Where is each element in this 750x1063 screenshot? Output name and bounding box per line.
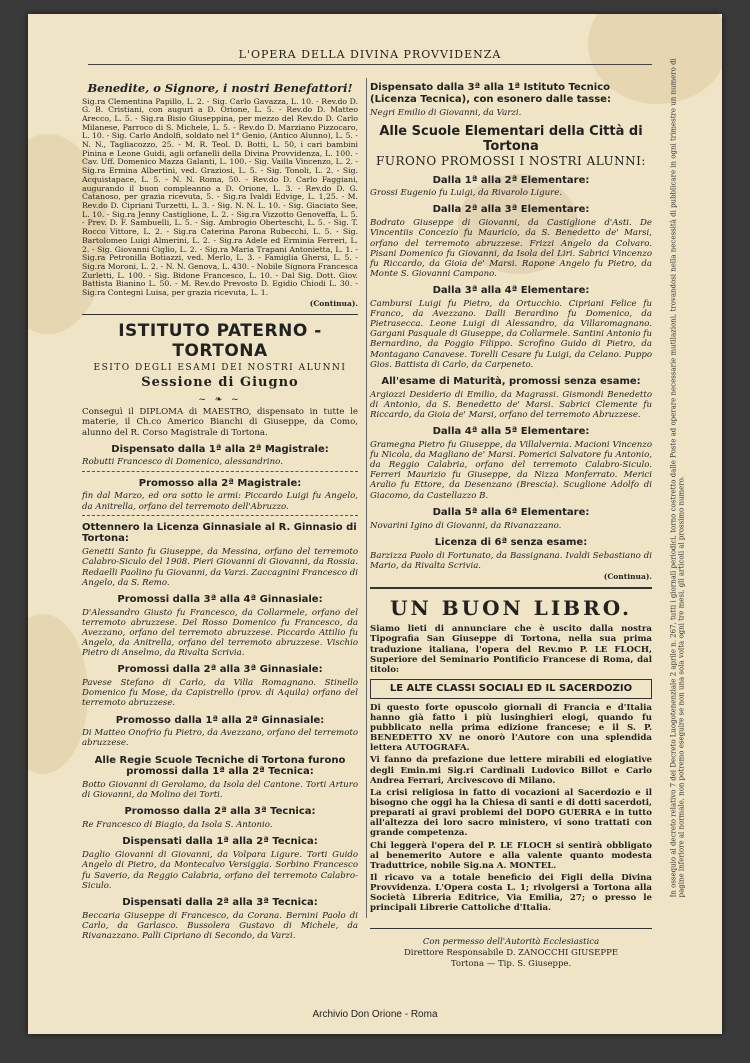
section-text: Robutti Francesco di Domenico, alessandrino.: [82, 457, 283, 468]
section-text: Bodrato Giuseppe di Giovanni, da Castiglione d'Asti. De Vincentiis Concezio fu Mauricio, da S. Benedetto de' Marsi, orfano del terremoto abruzzese. Frizzi Angelo da Colvaro. Pisani Domenico fu Giovanni, da Isola del Liri. Sabrici Vincenzo fu Riccardo, da Gioia de' Marsi. Rapone Angelo fu Pietro, da Monte S. Giovanni Campano.: [370, 218, 652, 279]
left-column: [82, 80, 358, 943]
book-text: Vi fanno da prefazione due lettere mirabili ed elogiative degli Emin.mi Sig.ri Cardinali Ludovico Billot e Carlo Andrea Ferrari, Arcivescovo di Milano.: [370, 755, 652, 786]
vertical-note-text: In ossequio al decreto relativo 7 del Decreto Luogotenenziale 2 aprile n. 267, tutti i giornali periodici, torno costretto dalle Poste ad operare necessarie mutilazioni, trovandosi nella necessità di pubblicare in ogni trimestre un numero di pagine inferiore al normale, non potremo eseguire se non una sola volta ogni tre mesi, gli articoli al prossimo numero.: [669, 58, 686, 898]
section-text: Botto Giovanni di Gerolamo, da Isola del Cantone. Torti Arturo di Giovanni, da Molino dei Torti.: [82, 780, 358, 801]
section-title: Promosso dalla 2ª alla 3ª Tecnica:: [124, 806, 316, 818]
book-name: LE ALTE CLASSI SOCIALI ED IL SACERDOZIO: [370, 679, 652, 699]
imprint: [370, 937, 652, 970]
section-text: Di Matteo Onofrio fu Pietro, da Avezzano, orfano del terremoto abruzzese.: [82, 728, 358, 749]
section-text: Pavese Stefano di Carlo, da Villa Romagnano. Stinello Domenico fu Mose, da Capistrello (prov. di Aquila) orfano del terremoto abruzzese.: [82, 678, 358, 709]
book-text: Di questo forte opuscolo giornali di Francia e d'Italia hanno già fatto i più lusinghieri elogi, quando fu pubblicato nella prima edizione francese; e il S. P. BENEDETTO XV ne onorò l'Autore con una splendida lettera AUTOGRAFA.: [370, 702, 652, 754]
dashed-rule: [82, 515, 358, 516]
institute-title: ISTITUTO PATERNO - TORTONA: [118, 320, 322, 361]
section-title: Dispensato dalla 1ª alla 2ª Magistrale:: [111, 443, 329, 455]
section-text: Re Francesco di Biagio, da Isola S. Antonio.: [82, 820, 273, 831]
section-title: Alle Regie Scuole Tecniche di Tortona furono promossi dalla 1ª alla 2ª Tecnica:: [94, 754, 346, 778]
section-title: Dispensati dalla 1ª alla 2ª Tecnica:: [122, 836, 318, 848]
imprint-permission: Con permesso dell'Autorità Ecclesiastica: [422, 936, 600, 947]
section-title: Dalla 2ª alla 3ª Elementare:: [432, 204, 590, 216]
newspaper-page: [28, 14, 722, 1034]
section-title: Dalla 3ª alla 4ª Elementare:: [432, 285, 590, 297]
session-title: Sessione di Giugno: [141, 375, 299, 391]
section-title: Ottennero la Licenza Ginnasiale al R. Ginnasio di Tortona:: [82, 521, 357, 545]
section-title: Dispensati dalla 2ª alla 3ª Tecnica:: [122, 896, 318, 908]
page-header: L'OPERA DELLA DIVINA PROVVIDENZA: [88, 48, 652, 65]
section-text: fin dal Marzo, ed ora sotto le armi: Piccardo Luigi fu Angelo, da Anitrella, orfano del terremoto dell'Abruzzo.: [82, 491, 358, 512]
liceo-title: Dispensato dalla 3ª alla 1ª Istituto Tecnico (Licenza Tecnica), con esonero dalle tasse:: [370, 82, 611, 105]
column-divider: [366, 78, 367, 918]
rule: [370, 928, 652, 929]
section-text: Barzizza Paolo di Fortunato, da Bassignana. Ivaldi Sebastiano di Mario, da Rivalta Scrivia.: [370, 550, 652, 571]
section-title: Promossi dalla 2ª alla 3ª Ginnasiale:: [117, 664, 323, 676]
section-title: Promosso alla 2ª Magistrale:: [138, 477, 302, 489]
right-column: [370, 80, 652, 970]
section-title: Dalla 4ª alla 5ª Elementare:: [432, 426, 590, 438]
book-title: UN BUON LIBRO.: [390, 595, 632, 620]
schools-subtitle: FURONO PROMOSSI I NOSTRI ALUNNI:: [376, 154, 646, 169]
book-text: Chi leggerà l'opera del P. LE FLOCH si sentirà obbligato al benemerito Autore e alla valente quanto modesta Traduttrice, nobile Sig.na A. MONTEL.: [370, 840, 652, 871]
section-title: Dalla 1ª alla 2ª Elementare:: [432, 174, 590, 186]
schools-title: Alle Scuole Elementari della Città di Tortona: [379, 123, 643, 155]
book-text: Il ricavo va a totale beneficio dei Figli della Divina Provvidenza. L'Opera costa L. 1; rivolgersi a Tortona alla Società Libreria Editrice, Via Emilia, 27; o presso le principali Librerie Cattoliche d'Italia.: [370, 872, 652, 914]
section-title: All'esame di Maturità, promossi senza esame:: [381, 375, 641, 387]
benefactors-list: Sig.ra Clementina Papillo, L. 2. - Sig. Carlo Gavazza, L. 10. - Rev.do D. G. B. Cristiani, con auguri a D. Orione, L. 5. - Rev.do D. Matteo Arecco, L. 5. - Sig.ra Bisio Giuseppina, per mezzo del Rev.do D. Carlo Milanese, Parroco di S. Michele, L. 5. - Rev.do D. Marziano Pizzocaro, L. 10. - Sig. Carlo Andolfi, soldato nel 1° Genio, (Antico Alunno), L. 5. - N. N., Tagliacozzo, 25. - M. R. Teol. D. Botti, L. 50, i cari bambini Pinina e Leone Guidi, agli orfanelli della Divina Provvidenza, L. 100. - Cav. Uff. Domenico Mazza Galanti, L. 100. - Sig. Vailla Vincenzo, L. 2. - Sig.ra Ermina Albertini, ved. Graziosi, L. 5. - Sig. Tonoli, L. 2. - Sig. Acquistapace, L. 5. - N. N. Roma, 50. - Rev.do D. Carlo Faggiani, augurando il buon compleanno a D. Orione, L. 3. - Rev.do D. G. Catanoso, per grazia ricevuta, 5. - Sig.ra Ivaldi Edvige, L. 1,25. - M. Rev.do D. Cipriani Turzetti, L. 3. - Sig. N. N. L. 10. - Sig. Giaciato See, L. 10. - Sig.ra Jenny Castiglione, L. 2. - Sig.ra Vizzotto Genoveffa, L. 5. - Prev. D. F. Sambuelli, L. 5. - Sig. Ambrogio Oberteschi, L. 5. - Sig. T. Rocco Vittore, L. 2. - Sig.ra Caterina Parona Rubecchi, L. 5. - Sig. Bartolomeo Luigi Almerini, L. 2. - Sig.ra Adele ed Erminia Ferreri, L. 2. - Sig. Giovanni Ciglio, L. 2. - Sig.ra Maria Trapani Antonietta, L. 1. - Sig.ra Petronilla Botiazzi, ved. Merlo, L. 3. - Famiglia Ghersi, L. 5. - Sig.ra Moroni, L. 2. - N. N. Genova, L. 430. - Nobile Signora Francesca Zurletti, L. 100. - Sig. Bidone Francesco, L. 10. - Dal Sig. Dott. Giov. Battista Bianino L. 50. - M. Rev.do Prevosto D. Egidio Chiodi L. 30. - Sig.ra Contegni Luisa, per grazia ricevuta, L. 1.: [82, 96, 359, 298]
continua-note: (Continua).: [603, 571, 652, 581]
section-text: Argiozzi Desiderio di Emilio, da Magrassi. Gismondi Benedetto di Antonio, da S. Benedetto de' Marsi. Sabrici Clemente fu Riccardo, da Gioia de' Marsi, orfano del terremoto Abruzzese.: [370, 389, 652, 420]
section-title: Licenza di 6ª senza esame:: [434, 536, 588, 548]
diploma-text: Conseguì il DIPLOMA di MAESTRO, dispensato in tutte le materie, il Ch.co Americo Bianchi di Giuseppe, da Como, alunno del R. Corso Magistrale di Tortona.: [82, 407, 358, 438]
section-text: D'Alessandro Giusto fu Francesco, da Collarmele, orfano del terremoto abruzzese. Del Rosso Domenico fu Francesco, da Avezzano, orfano del terremoto abruzzese. Piccardo Attilio fu Angelo, da Anitrella, orfano del terremoto abruzzese. Vischio Pietro di Anselmo, da Rivalta Scrivia.: [82, 607, 358, 659]
imprint-director: Direttore Responsabile D. ZANOCCHI GIUSEPPE: [403, 947, 619, 958]
section-text: Novarini Igino di Giovanni, da Rivanazzano.: [370, 520, 562, 531]
section-text: Grossi Eugenio fu Luigi, da Rivarolo Ligure.: [370, 188, 563, 199]
archive-caption: Archivio Don Orione - Roma: [312, 1009, 438, 1020]
section-title: Dalla 5ª alla 6ª Elementare:: [432, 506, 590, 518]
section-text: Cambursi Luigi fu Pietro, da Ortucchio. Cipriani Felice fu Franco, da Avezzano. Dalli Berardino fu Domenico, da Pietrasecca. Leone Luigi di Alessandro, da Villaromagnano. Gargani Pasquale di Giuseppe, da Collarmele. Santini Antonio fu Bernardino, da Poggio Filippo. Scrofino Guido di Pietro, da Montagano Canavese. Torelli Cesare fu Luigi, da Celano. Puppo Gios. Battista di Carlo, da Carpeneto.: [370, 298, 652, 370]
book-intro: Siamo lieti di annunciare che è uscito dalla nostra Tipografia San Giuseppe di Tortona, nella sua prima traduzione italiana, l'opera del Rev.mo P. LE FLOCH, Superiore del Seminario Pontificio Francese di Roma, dal titolo:: [370, 624, 652, 675]
section-text: Daglio Giovanni di Giovanni, da Volpara Ligure. Torti Guido Angelo di Pietro, da Montecalvo Versiggia. Sorbino Francesco fu Saverio, da Reggio Calabria, orfano del terremoto Calabro-Siculo.: [82, 850, 358, 891]
benefactors-title: Benedite, o Signore, i nostri Benefattori!: [87, 81, 353, 95]
rule: [82, 314, 358, 315]
ornament: ~ ❧ ~: [198, 394, 242, 405]
vertical-note: [668, 54, 688, 904]
liceo-text: Negri Emilio di Giovanni, da Varzi.: [370, 107, 522, 118]
section-text: Gramegna Pietro fu Giuseppe, da Villalvernia. Macioni Vincenzo fu Nicola, da Magliano de' Marsi. Pomerici Salvatore fu Antonio, da Reggio Calabria, orfano del terremoto Calabro-Siculo. Ferreri Maurizio fu Giuseppe, da Nizza Monferrato. Merici Aralio fu Ettore, da Desenzano (Brescia). Scuglione Adolfo di Giacomo, da Castellazzo B.: [370, 439, 652, 501]
section-text: Beccaria Giuseppe di Francesco, da Corana. Bernini Paolo di Carlo, da Garlasco. Bussolera Gustavo di Michele, da Rivanazzano. Palli Cipriano di Secondo, da Varzi.: [82, 910, 358, 941]
institute-subtitle: ESITO DEGLI ESAMI DEI NOSTRI ALUNNI: [93, 362, 347, 373]
section-title: Promossi dalla 3ª alla 4ª Ginnasiale:: [117, 593, 323, 605]
section-title: Promosso dalla 1ª alla 2ª Ginnasiale:: [115, 714, 325, 726]
continua-note: (Continua).: [309, 298, 358, 308]
section-text: Genetti Santo fu Giuseppe, da Messina, orfano del terremoto Calabro-Siculo del 1908. Pieri Giovanni di Giovanni, da Rossia. Redaelli Paolino fu Giovanni, da Varzi. Zaccagnini Francesco di Angelo, da S. Remo.: [82, 547, 358, 588]
dashed-rule: [82, 471, 358, 472]
rule: [370, 587, 652, 589]
book-text: La crisi religiosa in fatto di vocazioni al Sacerdozio e il bisogno che oggi ha la Chiesa di santi e di dotti sacerdoti, preparati ai gravi problemi del DOPO GUERRA e in tutto all'altezza dei loro sacro ministero, vi sono trattati con grande competenza.: [370, 787, 652, 839]
imprint-printer: Tortona — Tip. S. Giuseppe.: [450, 958, 572, 969]
